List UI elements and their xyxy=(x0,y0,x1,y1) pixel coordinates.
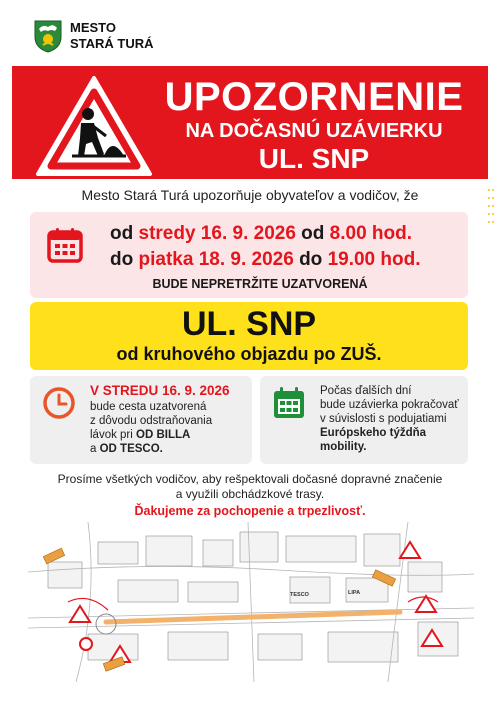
date-from-mid: od xyxy=(301,223,325,244)
driver-request-line2: a využili obchádzkové trasy. xyxy=(175,487,325,501)
wednesday-line2: z dôvodu odstraňovania xyxy=(90,415,213,427)
mobility-line2: bude uzávierka pokračovať xyxy=(320,399,459,411)
mobility-text xyxy=(320,384,459,454)
date-from-date: stredy 16. 9. 2026 xyxy=(138,223,296,244)
date-from-prefix: od xyxy=(110,223,134,244)
date-box xyxy=(30,212,468,298)
wednesday-line4-bold: OD TESCO. xyxy=(99,443,163,455)
thanks-text: Ďakujeme za pochopenie a trpezlivosť. xyxy=(134,504,366,518)
date-from-time: 8.00 hod. xyxy=(329,223,413,244)
warning-banner xyxy=(12,66,488,179)
calendar-icon-green xyxy=(272,386,306,420)
banner-subtitle: NA DOČASNÚ UZÁVIERKU xyxy=(185,120,443,142)
town-crest-icon xyxy=(33,17,63,53)
wednesday-line4-pre: a xyxy=(90,443,100,455)
banner-street: UL. SNP xyxy=(258,143,370,174)
closure-status: BUDE NEPRETRŽITE UZATVORENÁ xyxy=(152,277,368,291)
date-to-time: 19.00 hod. xyxy=(327,249,421,270)
clock-icon xyxy=(42,386,76,420)
wednesday-line3-pre: lávok pri xyxy=(90,429,137,441)
street-box xyxy=(30,302,468,370)
wednesday-line1: bude cesta uzatvorená xyxy=(90,401,207,413)
date-to-mid: do xyxy=(299,249,323,270)
mobility-line5: mobility. xyxy=(320,441,367,453)
wednesday-line3-bold: OD BILLA xyxy=(136,429,191,441)
mobility-line3: v súvislosti s podujatiami xyxy=(320,413,447,425)
decorative-dots xyxy=(486,186,496,226)
mobility-line4: Európskeho týždňa xyxy=(320,427,427,439)
wednesday-line3 xyxy=(90,428,212,442)
town-name-line1: MESTO xyxy=(70,20,116,35)
wednesday-text xyxy=(90,400,212,456)
driver-request-line1: Prosíme všetkých vodičov, aby rešpektovali dočasné dopravné značenie xyxy=(57,472,443,486)
wednesday-heading: V STREDU 16. 9. 2026 xyxy=(90,383,230,398)
wednesday-info-box xyxy=(30,376,252,464)
mobility-info-box xyxy=(260,376,468,464)
map-label-lipa: LIPA xyxy=(348,590,361,596)
date-to-prefix: do xyxy=(110,249,134,270)
town-name xyxy=(70,20,154,52)
town-name-line2: STARÁ TURÁ xyxy=(70,36,154,51)
intro-text: Mesto Stará Turá upozorňuje obyvateľov a vodičov, že xyxy=(81,187,419,203)
date-from-line xyxy=(110,223,412,245)
road-works-warning-icon xyxy=(34,74,154,178)
wednesday-line4 xyxy=(90,442,212,456)
date-to-line xyxy=(110,249,420,271)
calendar-icon xyxy=(47,227,83,263)
driver-request xyxy=(0,472,500,502)
mobility-line1: Počas ďalších dní xyxy=(320,385,412,397)
map-label-tesco: TESCO xyxy=(290,592,309,598)
street-name: UL. SNP xyxy=(181,305,317,343)
closure-map xyxy=(28,522,474,682)
date-to-date: piatka 18. 9. 2026 xyxy=(138,249,294,270)
banner-title: UPOZORNENIE xyxy=(164,75,464,119)
street-section: od kruhového objazdu po ZUŠ. xyxy=(116,344,382,364)
